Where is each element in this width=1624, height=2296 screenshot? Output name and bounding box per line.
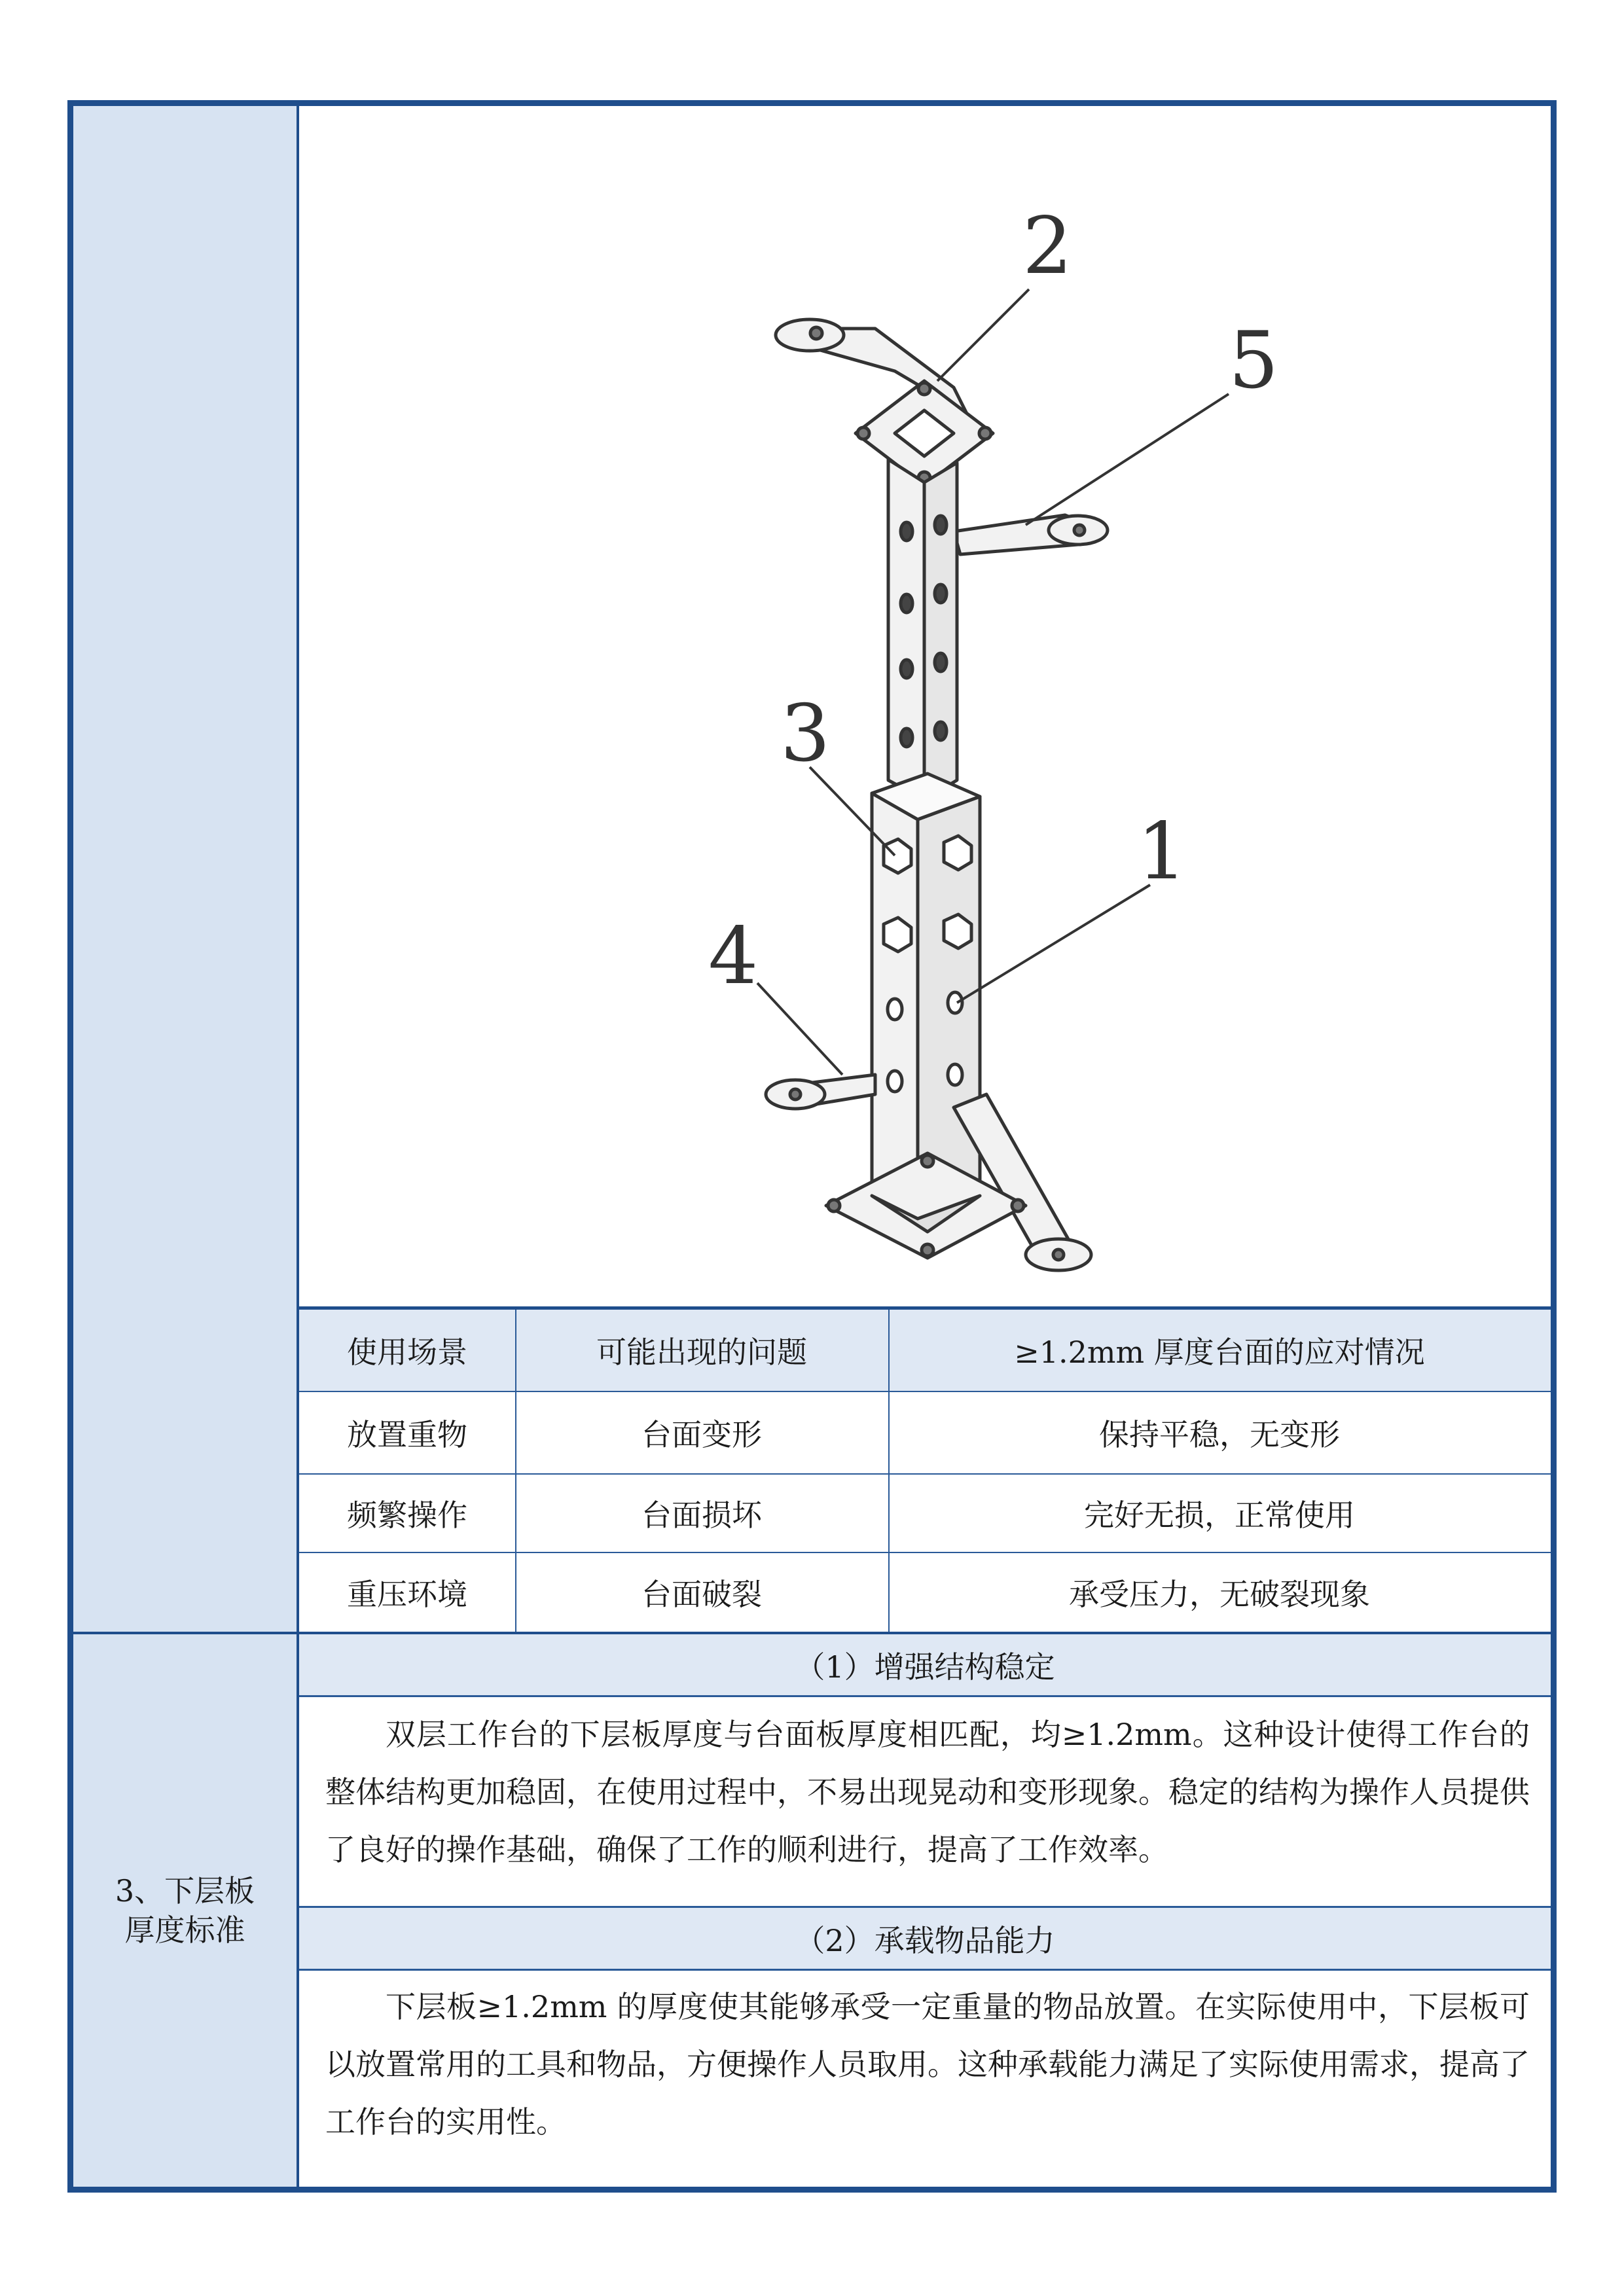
subheading-1: （1）增强结构稳定 xyxy=(795,1649,1055,1685)
support-leg-figure xyxy=(299,106,1551,1310)
upper-tube-left xyxy=(888,459,924,800)
callout-4: 4 xyxy=(708,911,759,1002)
section3-label-line1: 3、下层板 xyxy=(115,1873,255,1909)
table-cell: 放置重物 xyxy=(347,1417,467,1452)
section3-label-line2: 厚度标准 xyxy=(124,1912,245,1948)
section3-label xyxy=(73,1634,297,2187)
table-cell: 频繁操作 xyxy=(347,1498,467,1533)
table-cell: 保持平稳，无变形 xyxy=(1099,1417,1340,1452)
callout-5: 5 xyxy=(1229,315,1279,406)
subheading-2: （2）承载物品能力 xyxy=(795,1922,1055,1958)
paragraph-1: 双层工作台的下层板厚度与台面板厚度相匹配，均≥1.2mm。这种设计使得工作台的整体结构更加稳固，在使用过程中，不易出现晃动和变形现象。稳定的结构为操作人员提供了良好的操作基础，确保了工作的顺利进行，提高了工作效率。 xyxy=(325,1717,1530,1867)
table-header-cell: 可能出现的问题 xyxy=(596,1335,807,1370)
callout-3: 3 xyxy=(780,689,831,780)
table-cell: 重压环境 xyxy=(347,1577,467,1612)
callout-2: 2 xyxy=(1022,201,1073,292)
callout-1: 1 xyxy=(1137,806,1187,897)
upper-tube-right xyxy=(924,463,957,800)
table-cell: 完好无损，正常使用 xyxy=(1084,1498,1355,1533)
table-header-cell: 使用场景 xyxy=(347,1335,467,1370)
table-cell: 承受压力，无破裂现象 xyxy=(1069,1577,1370,1612)
table-cell: 台面破裂 xyxy=(641,1577,762,1612)
table-cell: 台面损坏 xyxy=(641,1498,762,1533)
page-frame xyxy=(67,100,1557,2193)
paragraph-2: 下层板≥1.2mm 的厚度使其能够承受一定重量的物品放置。在实际使用中，下层板可以放置常用的工具和物品，方便操作人员取用。这种承载能力满足了实际使用需求，提高了工作台的实用性。 xyxy=(325,1989,1530,2140)
table-header-cell: ≥1.2mm 厚度台面的应对情况 xyxy=(1014,1335,1425,1370)
table-cell: 台面变形 xyxy=(641,1417,762,1452)
